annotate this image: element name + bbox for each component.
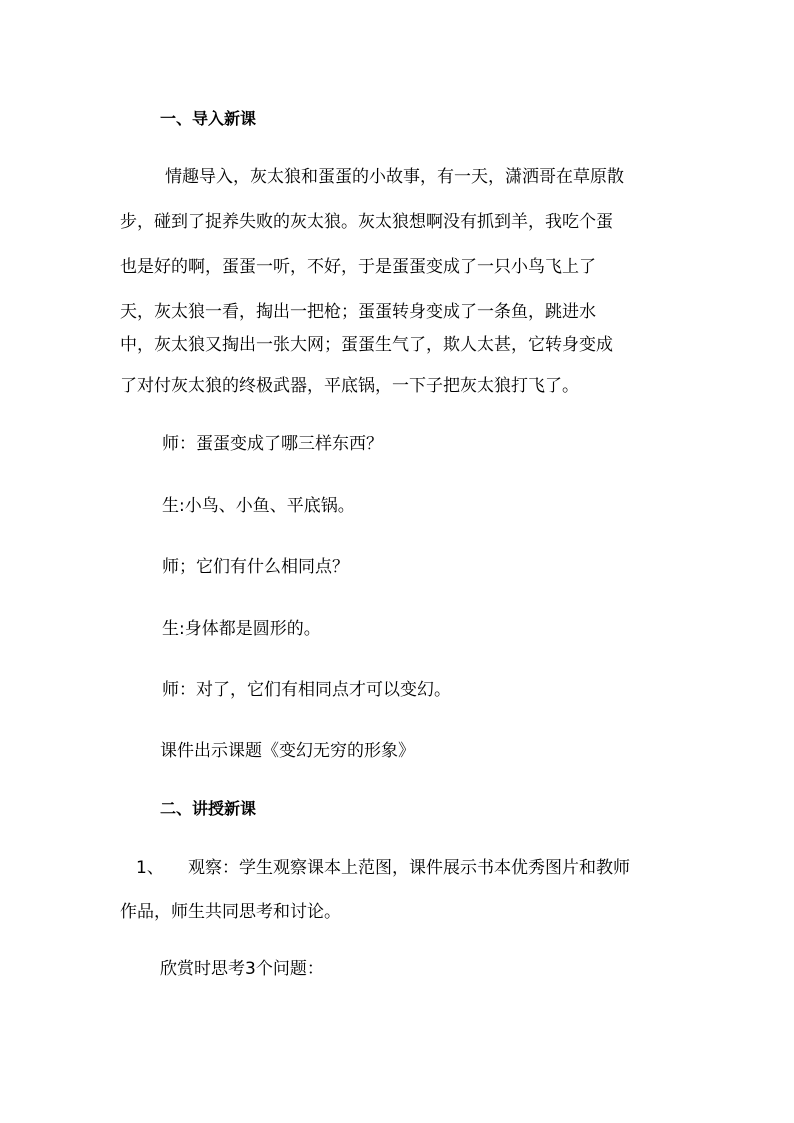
section-heading-teaching: 二、讲授新课 (160, 799, 257, 818)
story-line-1: 情趣导入，灰太狼和蛋蛋的小故事，有一天，潇洒哥在草原散 (165, 167, 624, 187)
dialogue-student-1: 生:小鸟、小鱼、平底锅。 (162, 496, 355, 516)
dialogue-teacher-3: 师：对了，它们有相同点才可以变幻。 (162, 680, 451, 700)
question-line: 欣赏时思考3个问题： (160, 959, 324, 979)
story-line-5: 中，灰太狼又掏出一张大网；蛋蛋生气了，欺人太甚，它转身变成 (120, 335, 613, 355)
story-line-2: 步，碰到了捉养失败的灰太狼。灰太狼想啊没有抓到羊，我吃个蛋 (120, 212, 613, 232)
dialogue-teacher-2: 师；它们有什么相同点？ (162, 557, 349, 577)
item-1-number: 1、 (136, 858, 164, 878)
dialogue-teacher-1: 师：蛋蛋变成了哪三样东西？ (162, 434, 383, 454)
item-1-line-2: 作品，师生共同思考和讨论。 (120, 902, 341, 922)
story-line-6: 了对付灰太狼的终极武器，平底锅，一下子把灰太狼打飞了。 (120, 376, 579, 396)
story-line-4: 天，灰太狼一看，掏出一把枪；蛋蛋转身变成了一条鱼，跳进水 (120, 302, 596, 322)
story-line-3: 也是好的啊，蛋蛋一听，不好，于是蛋蛋变成了一只小鸟飞上了 (120, 257, 596, 277)
lesson-title-line: 课件出示课题《变幻无穷的形象》 (160, 741, 415, 761)
dialogue-student-2: 生:身体都是圆形的。 (162, 619, 321, 639)
section-heading-intro: 一、导入新课 (160, 109, 257, 128)
item-1-line-1: 观察：学生观察课本上范图，课件展示书本优秀图片和教师 (188, 858, 630, 878)
